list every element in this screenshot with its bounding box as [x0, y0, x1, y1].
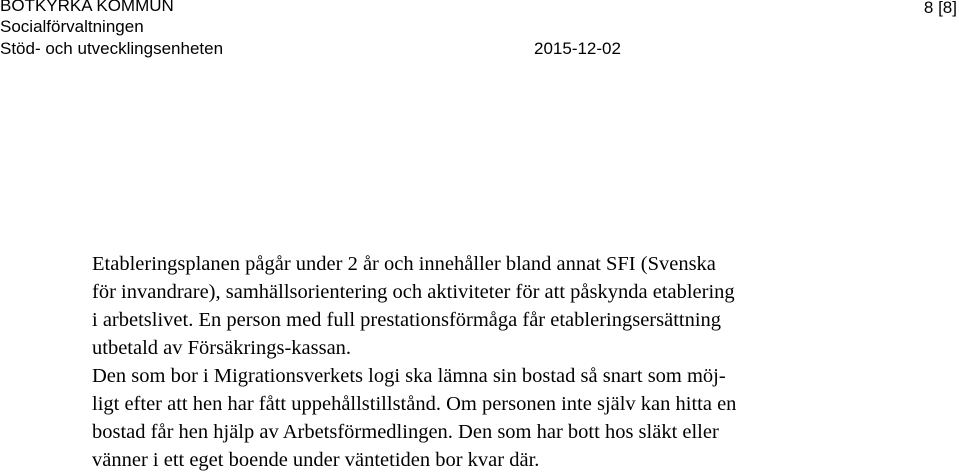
page-number: 8 [8]	[923, 0, 957, 17]
text-line: för invandrare), samhällsorientering och aktiviteter för att påskynda etablering	[92, 281, 735, 303]
text-line: Den som bor i Migrationsverkets logi ska lämna sin bostad så snart som möj-	[92, 365, 726, 387]
body-paragraph	[92, 250, 852, 474]
department-name: Socialförvaltningen	[0, 17, 144, 36]
text-line: Etableringsplanen pågår under 2 år och innehåller bland annat SFI (Svenska	[92, 253, 716, 275]
unit-name: Stöd- och utvecklingsenheten	[0, 39, 224, 58]
text-line: ligt efter att hen har fått uppehållstillstånd. Om personen inte själv kan hitta en	[92, 393, 737, 415]
document-date: 2015-12-02	[534, 39, 621, 58]
text-line: utbetald av Försäkrings-kassan.	[92, 337, 352, 359]
text-line: i arbetslivet. En person med full prestationsförmåga får etableringsersättning	[92, 309, 722, 331]
text-line: bostad får hen hjälp av Arbetsförmedlingen. Den som har bott hos släkt eller	[92, 421, 719, 443]
organization-name: BOTKYRKA KOMMUN	[0, 0, 174, 15]
text-line: vänner i ett eget boende under väntetiden bor kvar där.	[92, 449, 540, 471]
